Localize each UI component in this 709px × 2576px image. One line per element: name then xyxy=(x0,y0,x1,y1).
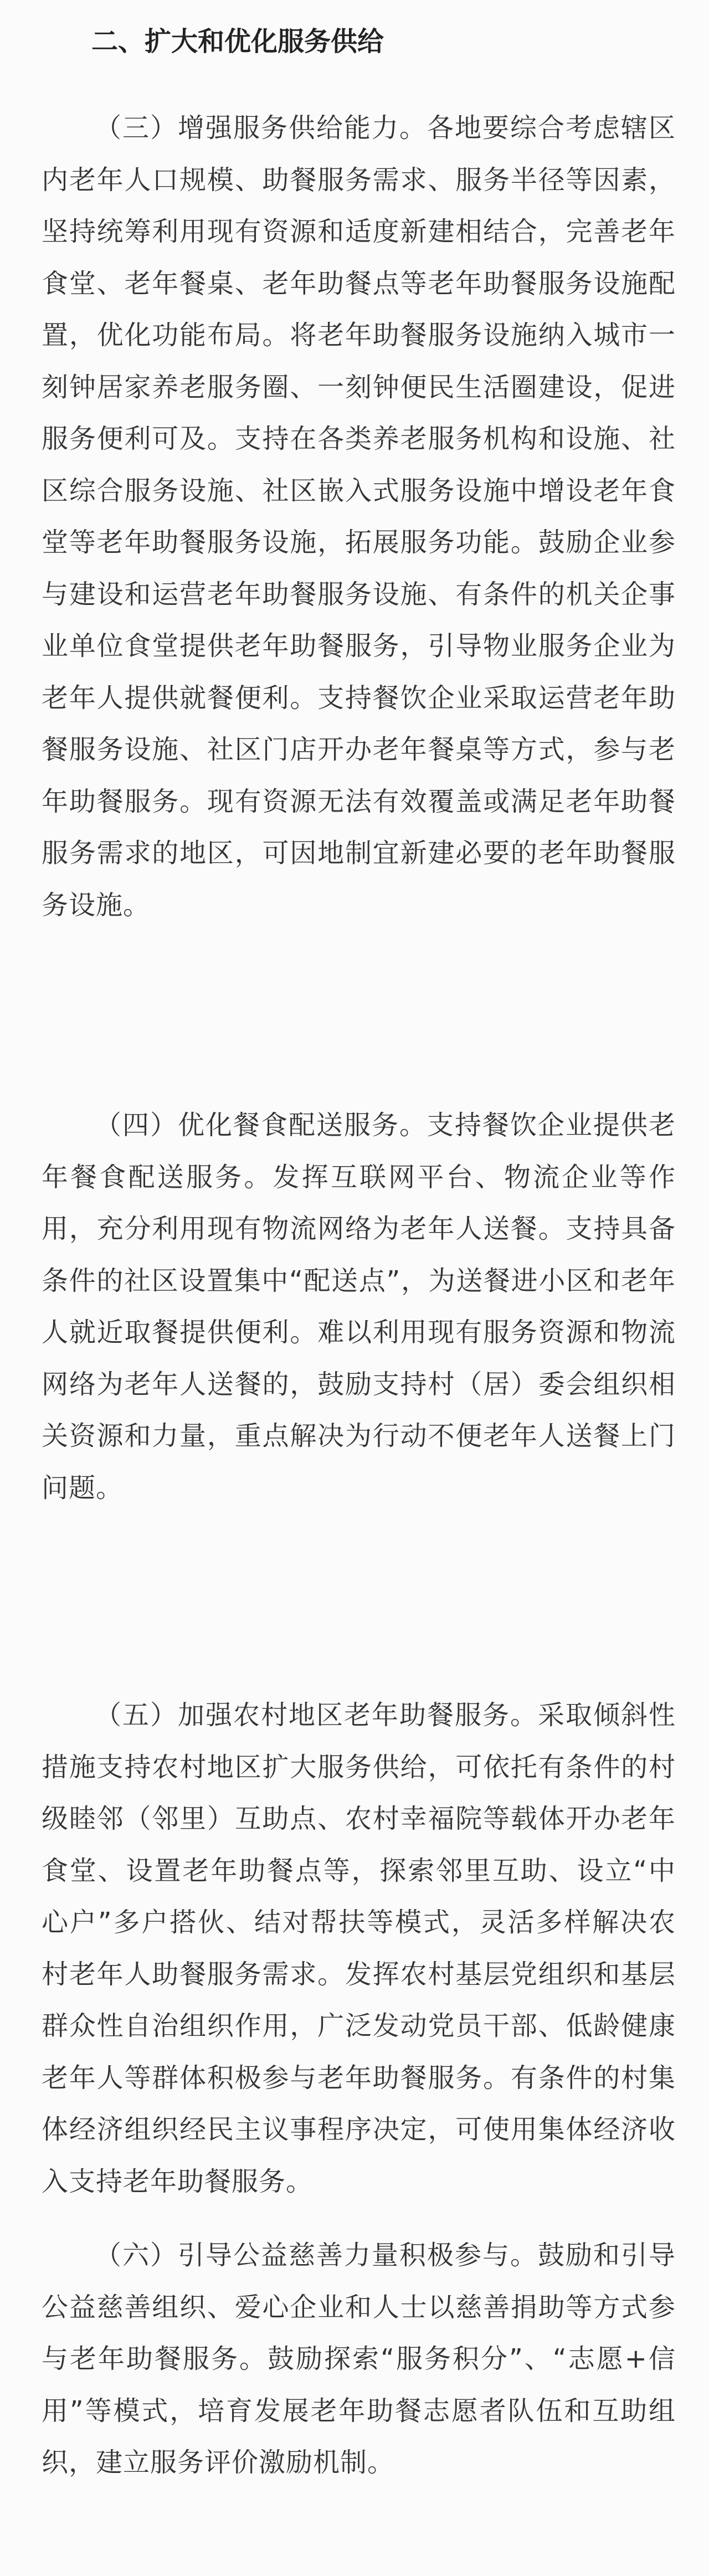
paragraph-charity-participation: （六）引导公益慈善力量积极参与。鼓励和引导公益慈善组织、爱心企业和人士以慈善捐助等方式参与老年助餐服务。鼓励探索“服务积分”、“志愿+信用”等模式，培育发展老年助餐志愿者队伍和互助组织，建立服务评价激励机制。 xyxy=(42,2240,676,2478)
section-heading: 二、扩大和优化服务供给 xyxy=(91,26,384,57)
paragraph-meal-delivery: （四）优化餐食配送服务。支持餐饮企业提供老年餐食配送服务。发挥互联网平台、物流企业等作用，充分利用现有物流网络为老年人送餐。支持具备条件的社区设置集中“配送点”，为送餐进小区和老年人就近取餐提供便利。难以利用现有服务资源和物流网络为老年人送餐的，鼓励支持村（居）委会组织相关资源和力量，重点解决为行动不便老年人送餐上门问题。 xyxy=(42,1110,676,1503)
paragraph-rural-meal-service: （五）加强农村地区老年助餐服务。采取倾斜性措施支持农村地区扩大服务供给，可依托有条件的村级睦邻（邻里）互助点、农村幸福院等载体开办老年食堂、设置老年助餐点等，探索邻里互助、设立“中心户”多户搭伙、结对帮扶等模式，灵活多样解决农村老年人助餐服务需求。发挥农村基层党组织和基层群众性自治组织作用，广泛发动党员干部、低龄健康老年人等群体积极参与老年助餐服务。有条件的村集体经济组织经民主议事程序决定，可使用集体经济收入支持老年助餐服务。 xyxy=(42,1700,676,2197)
paragraph-service-supply-capacity: （三）增强服务供给能力。各地要综合考虑辖区内老年人口规模、助餐服务需求、服务半径等因素，坚持统筹利用现有资源和适度新建相结合，完善老年食堂、老年餐桌、老年助餐点等老年助餐服务设施配置，优化功能布局。将老年助餐服务设施纳入城市一刻钟居家养老服务圈、一刻钟便民生活圈建设，促进服务便利可及。支持在各类养老服务机构和设施、社区综合服务设施、社区嵌入式服务设施中增设老年食堂等老年助餐服务设施，拓展服务功能。鼓励企业参与建设和运营老年助餐服务设施、有条件的机关企事业单位食堂提供老年助餐服务，引导物业服务企业为老年人提供就餐便利。支持餐饮企业采取运营老年助餐服务设施、社区门店开办老年餐桌等方式，参与老年助餐服务。现有资源无法有效覆盖或满足老年助餐服务需求的地区，可因地制宜新建必要的老年助餐服务设施。 xyxy=(42,112,676,921)
